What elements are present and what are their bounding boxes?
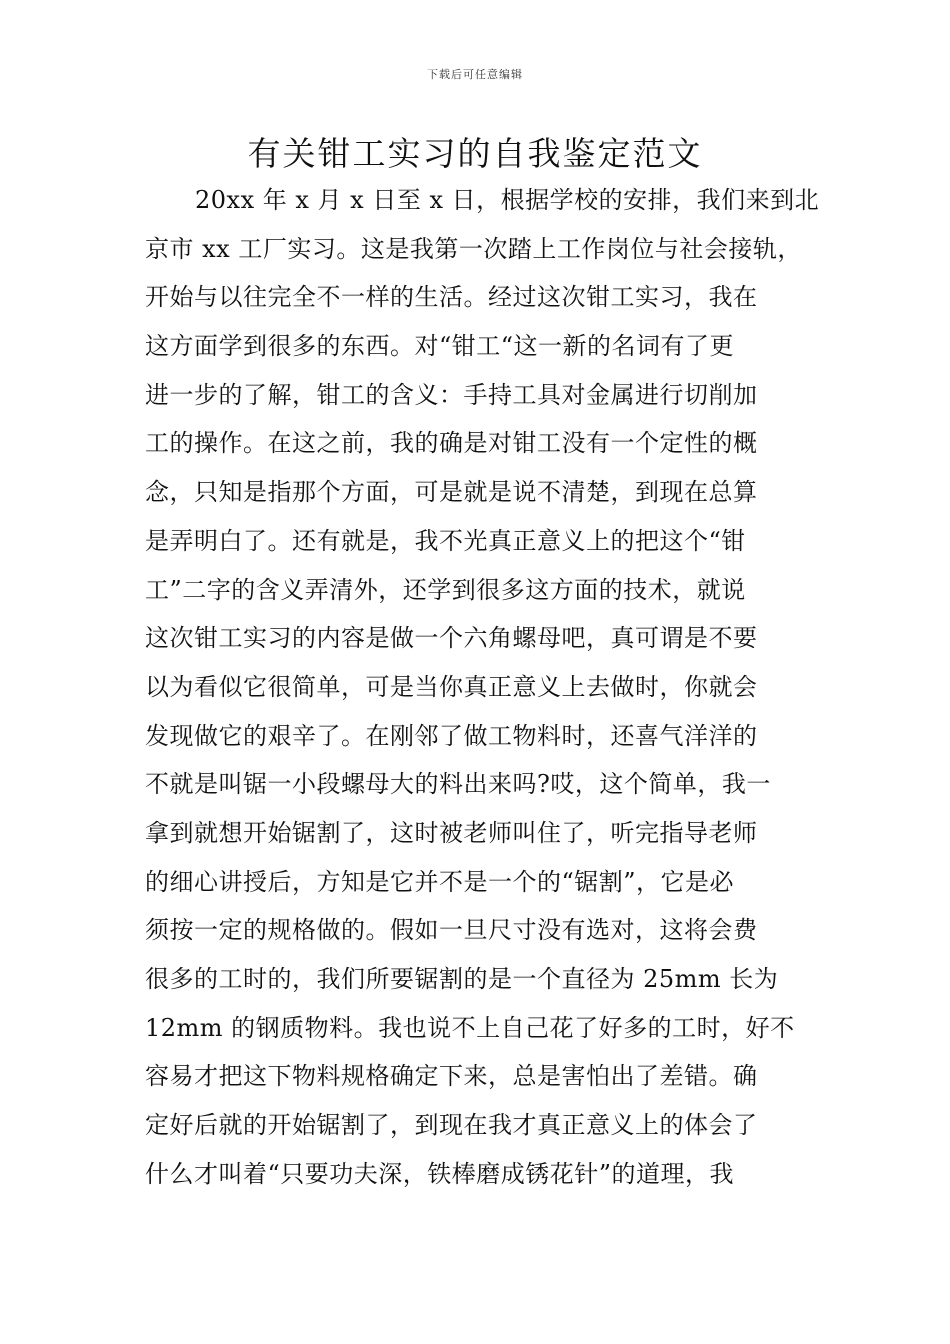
text-line: 京市 xx 工厂实习。这是我第一次踏上工作岗位与社会接轨， [145,234,802,263]
text-line: 的细心讲授后，方知是它并不是一个的“锯割”，它是必 [145,867,735,896]
text-line: 工的操作。在这之前，我的确是对钳工没有一个定性的概 [145,429,758,458]
text-line: 容易才把这下物料规格确定下来，总是害怕出了差错。确 [145,1062,758,1091]
text-line: 12mm 的钢质物料。我也说不上自己花了好多的工时，好不 [145,1013,795,1042]
text-line: 工”二字的含义弄清外，还学到很多这方面的技术，就说 [145,575,746,604]
text-line: 定好后就的开始锯割了，到现在我才真正意义上的体会了 [145,1111,758,1140]
text-line: 是弄明白了。还有就是，我不光真正意义上的把这个“钳 [145,526,746,555]
text-line: 拿到就想开始锯割了，这时被老师叫住了，听完指导老师 [145,818,758,847]
text-line: 这方面学到很多的东西。对“钳工“这一新的名词有了更 [145,332,735,361]
text-line: 念，只知是指那个方面，可是就是说不清楚，到现在总算 [145,478,758,507]
document-title: 有关钳工实习的自我鉴定范文 [247,134,703,173]
header-note: 下载后可任意编辑 [427,68,523,81]
text-line: 须按一定的规格做的。假如一旦尺寸没有选对，这将会费 [145,916,758,945]
text-line: 以为看似它很简单，可是当你真正意义上去做时，你就会 [145,672,758,701]
body-paragraph [145,176,820,1198]
text-line: 发现做它的艰辛了。在刚邻了做工物料时，还喜气洋洋的 [145,721,758,750]
text-line: 很多的工时的，我们所要锯割的是一个直径为 25mm 长为 [145,965,779,993]
text-line: 进一步的了解，钳工的含义：手持工具对金属进行切削加 [145,380,758,409]
text-line: 开始与以往完全不一样的生活。经过这次钳工实习，我在 [145,283,758,312]
text-line: 20xx 年 x 月 x 日至 x 日，根据学校的安排，我们来到北 [195,186,820,214]
text-line: 不就是叫锯一小段螺母大的料出来吗?哎，这个简单，我一 [145,770,771,799]
text-line: 这次钳工实习的内容是做一个六角螺母吧，真可谓是不要 [145,624,758,653]
text-line: 什么才叫着“只要功夫深，铁棒磨成锈花针”的道理，我 [145,1159,735,1188]
